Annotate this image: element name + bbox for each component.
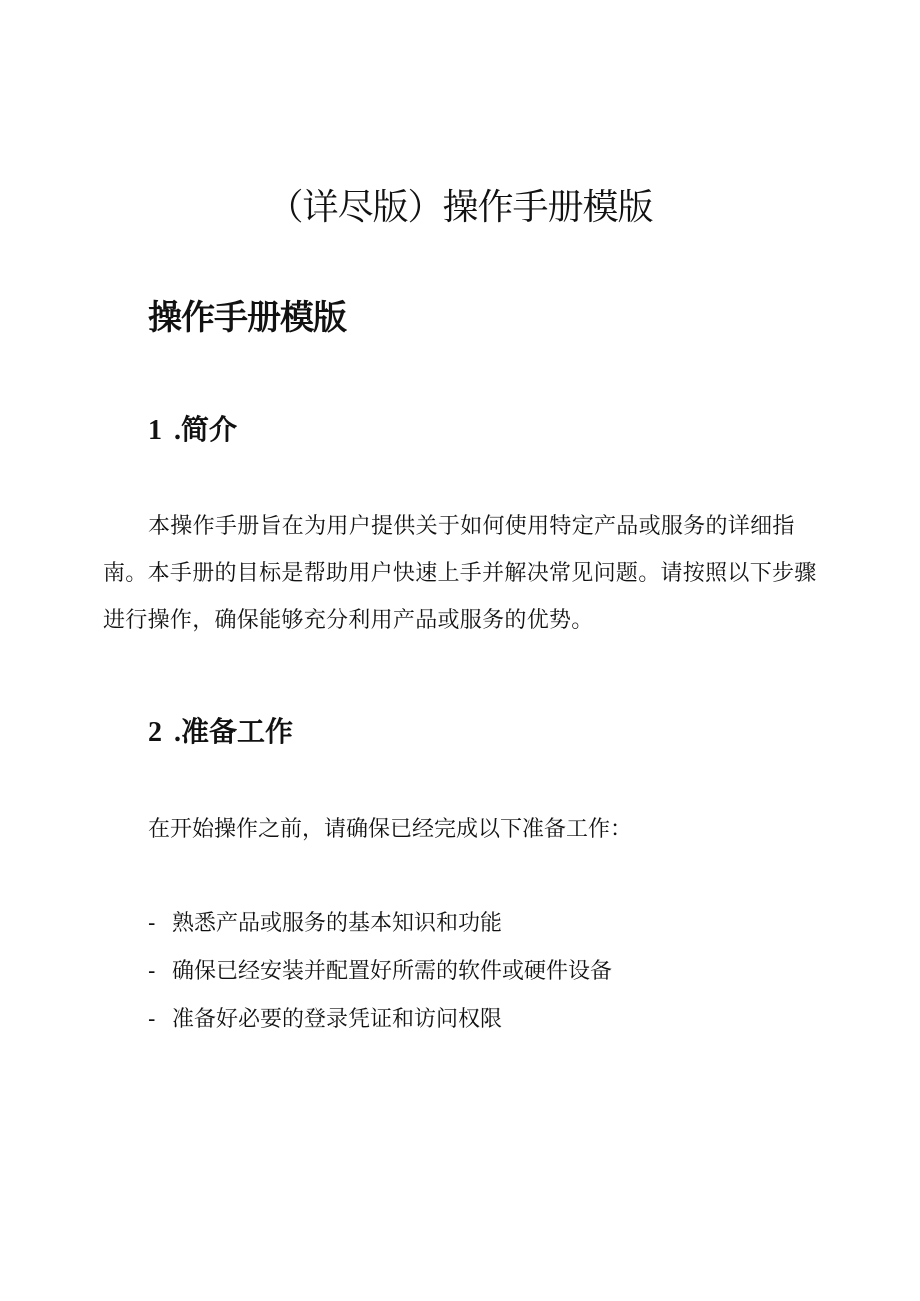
document-title: （详尽版）操作手册模版 (267, 187, 653, 228)
section-number-dot: . (174, 415, 181, 446)
list-item-text: 熟悉产品或服务的基本知识和功能 (172, 911, 503, 936)
document-subtitle: 操作手册模版 (148, 298, 346, 338)
list-bullet: - (148, 911, 156, 936)
list-bullet: - (148, 959, 156, 984)
list-bullet: - (148, 1007, 156, 1032)
list-item-text: 准备好必要的登录凭证和访问权限 (172, 1007, 503, 1032)
section-heading-text: 准备工作 (181, 715, 294, 748)
list-item (148, 948, 612, 996)
list-item (148, 900, 612, 948)
preparation-list (148, 900, 612, 1044)
preparation-lead-text: 在开始操作之前，请确保已经完成以下准备工作： (148, 817, 633, 842)
section-number-dot: . (174, 717, 181, 748)
section-heading-preparation (148, 710, 293, 755)
intro-paragraph: 本操作手册旨在为用户提供关于如何使用特定产品或服务的详细指南。本手册的目标是帮助用户快速上手并解决常见问题。请按照以下步骤进行操作，确保能够充分利用产品或服务的优势。 (103, 514, 817, 633)
section-heading-intro (148, 408, 237, 453)
list-item (148, 996, 612, 1044)
section-number: 2 (148, 717, 162, 748)
section-heading-text: 简介 (181, 413, 238, 446)
list-item-text: 确保已经安装并配置好所需的软件或硬件设备 (172, 959, 613, 984)
section-number: 1 (148, 415, 162, 446)
